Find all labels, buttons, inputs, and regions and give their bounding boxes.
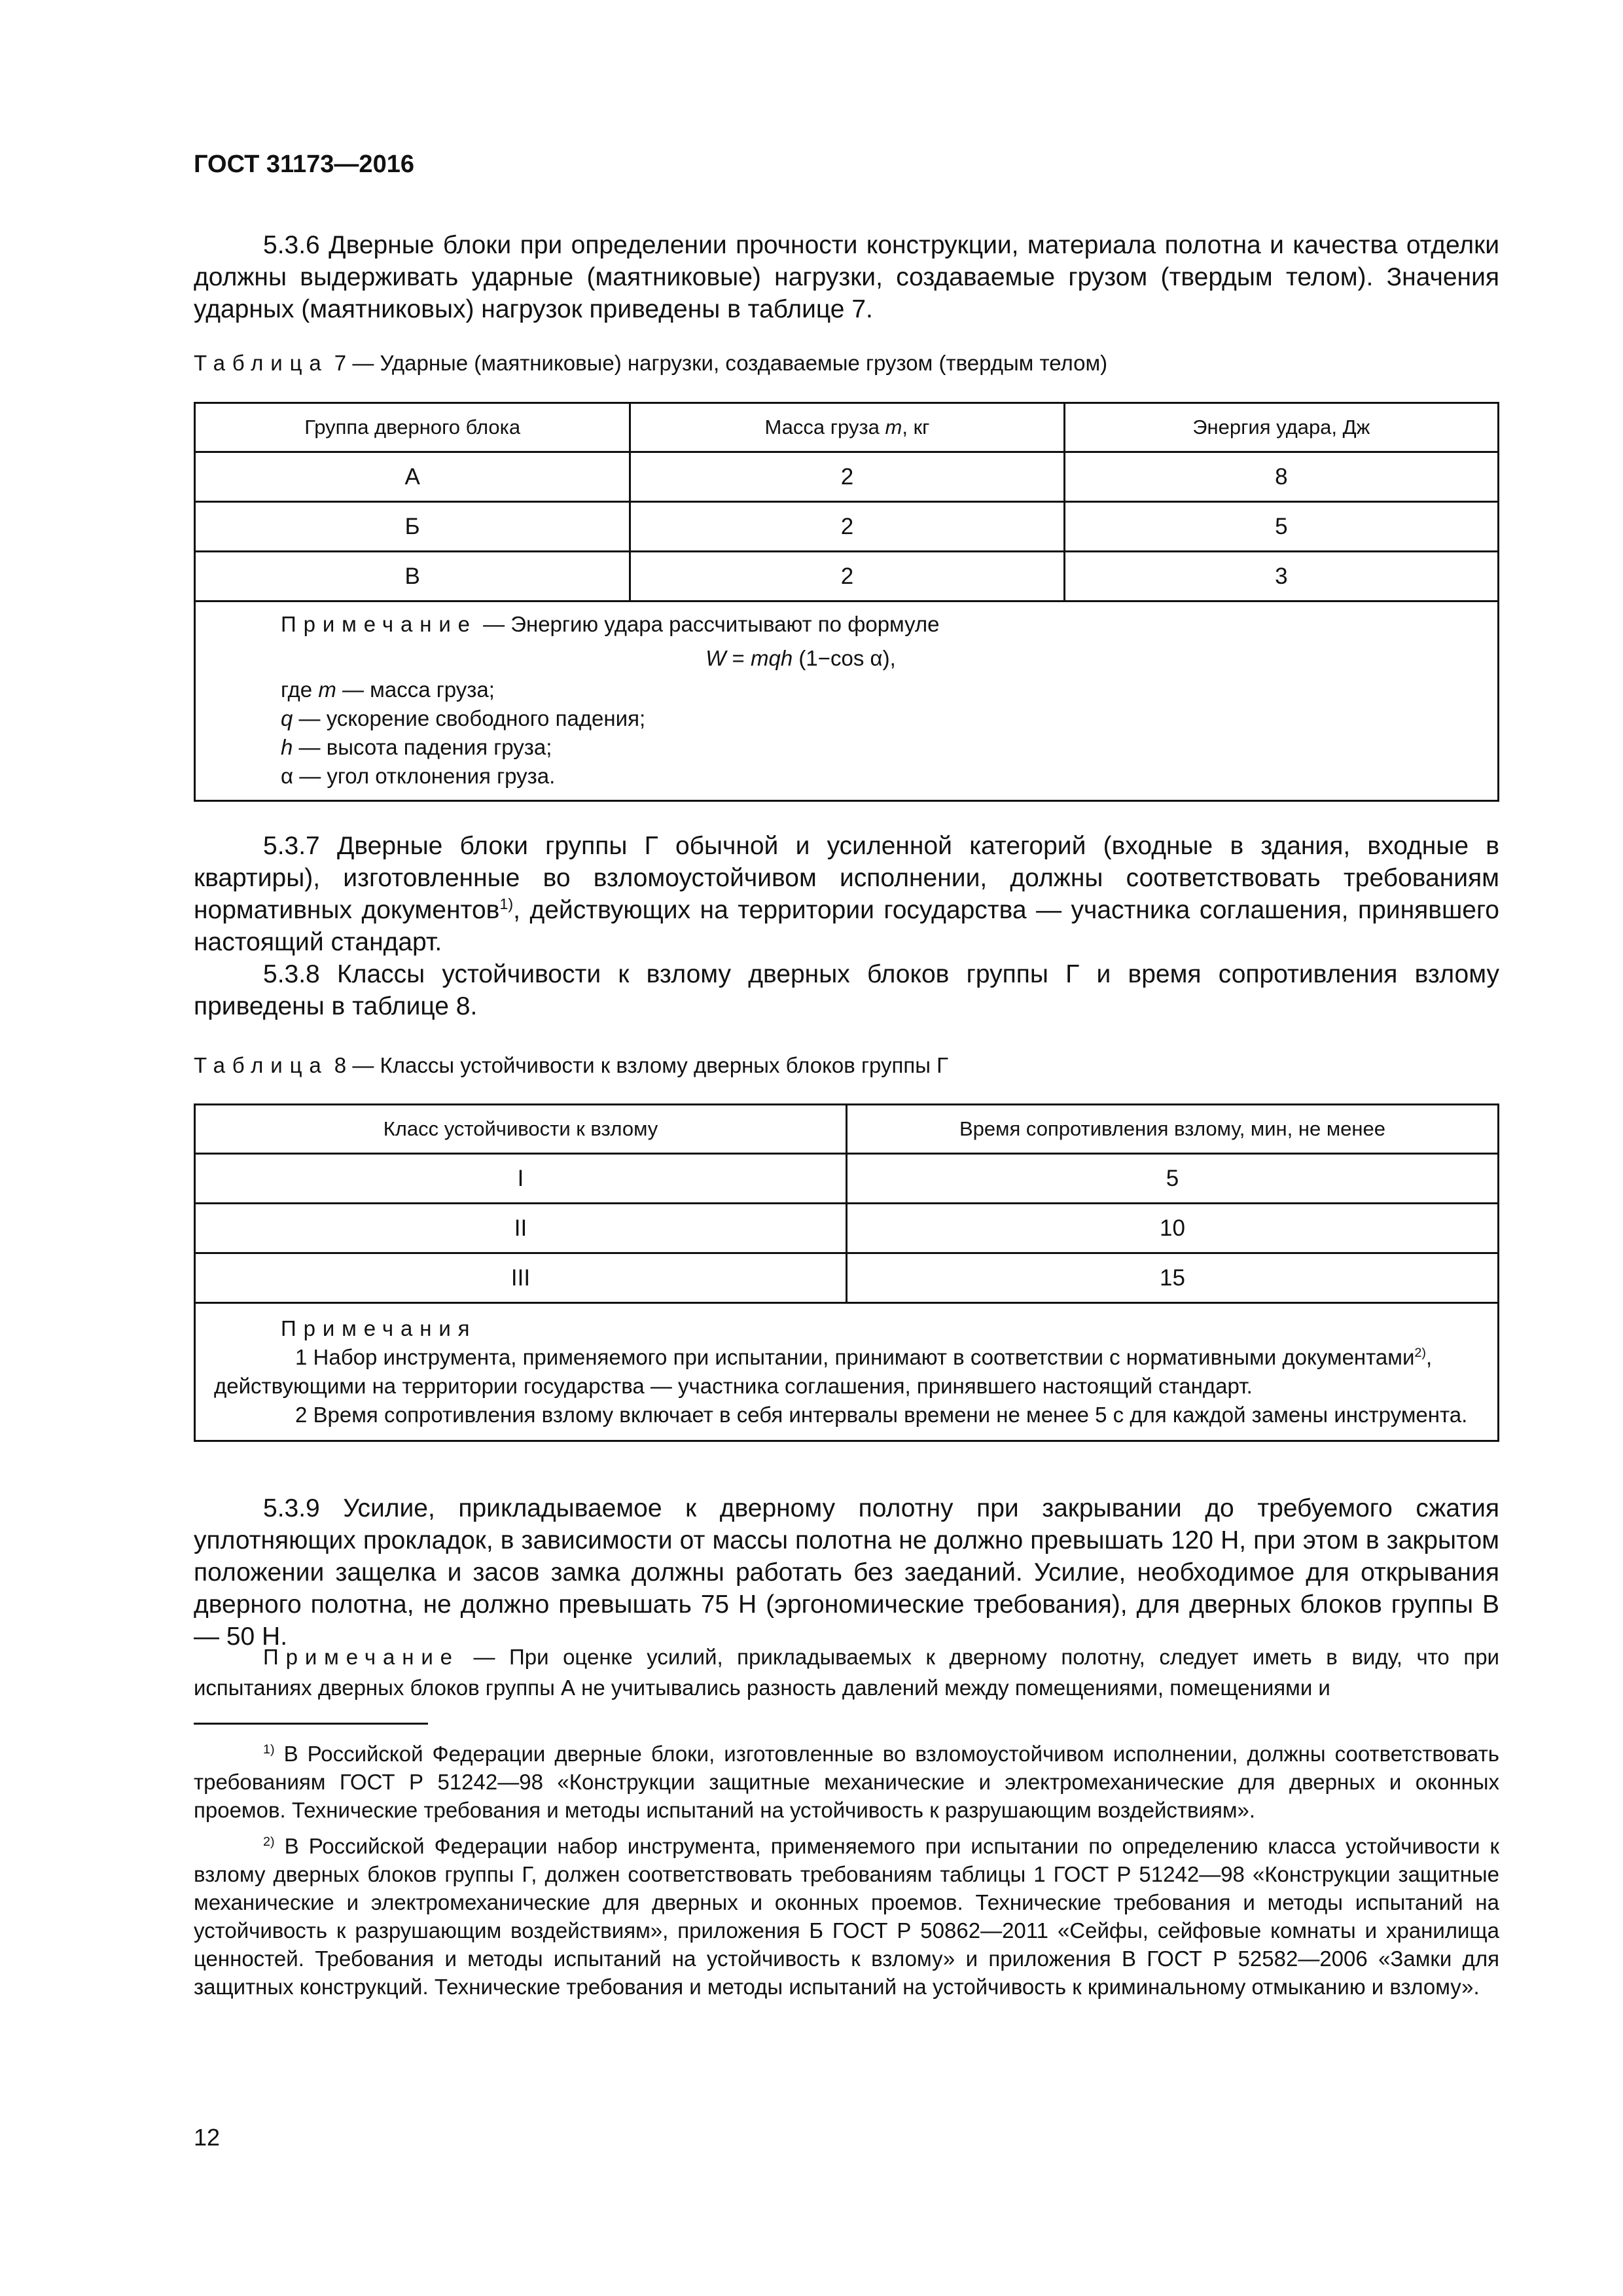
clause-5-3-6-text: 5.3.6 Дверные блоки при определении прочности конструкции, материала полотна и качества отделки должны выдерживать ударные (маятниковые) нагрузки, создаваемые грузом (твердым телом). Значения ударных (маятниковых) нагрузок приведены в таблице 7.: [194, 231, 1499, 323]
clause-5-3-6: [194, 229, 1499, 325]
table-8-cell-time: 5: [847, 1154, 1499, 1204]
formula-eq: =: [726, 646, 751, 670]
legend-text: — масса груза;: [336, 677, 495, 702]
table-8: [194, 1103, 1499, 1442]
footnote-mark: 2): [263, 1835, 275, 1849]
table-7-cell-mass: 2: [630, 552, 1064, 601]
footnote-text: В Российской Федерации набор инструмента, применяемого при испытании по определению класса устойчивости к взлому дверных блоков группы Г, должен соответствовать требованиям таблицы 1 ГОСТ Р 51242—98 «Конструкции защитные механические и электромеханические для дверных и оконных проемов. Технические требования и методы испытаний на устойчивость к разрушающим воздействиям», приложения Б ГОСТ Р 50862—2011 «Сейфы, сейфовые комнаты и хранилища ценностей. Требования и методы испытаний на устойчивость к взлому» и приложения В ГОСТ Р 52582—2006 «Замки для защитных конструкций. Технические требования и методы испытаний на устойчивость к криминальному отмыканию и взлому».: [194, 1834, 1499, 1999]
note-text: — Энергию удара рассчитывают по формуле: [476, 612, 940, 636]
table-row: [195, 452, 1499, 502]
clause-5-3-7-part-a: 5.3.7 Дверные блоки группы Г обычной и усиленной категорий (входные в здания, входные в квартиры), изготовленные во взломоустойчивом исполнении, должны соответствовать требованиям нормативных документов: [194, 832, 1499, 924]
table-7-cell-mass: 2: [630, 452, 1064, 502]
clause-5-3-9-note-text: [194, 1641, 1499, 1703]
table-8-cell-time: 10: [847, 1204, 1499, 1253]
table-row: [195, 1154, 1499, 1204]
table-8-caption: [194, 1052, 1499, 1079]
table-7-header-row: [195, 403, 1499, 452]
table-8-cell-class: III: [195, 1253, 847, 1303]
table-7-note: [195, 601, 1499, 801]
table-7-cell-group: А: [195, 452, 630, 502]
table-row: [195, 1204, 1499, 1253]
clause-5-3-9-text: 5.3.9 Усилие, прикладываемое к дверному полотну при закрывании до требуемого сжатия уплотняющих прокладок, в зависимости от массы полотна не должно превышать 120 Н, при этом в закрытом положении защелка и засов замка должны работать без заеданий. Усилие, необходимое для открывания дверного полотна, не должно превышать 75 Н (эргономические требования), для дверных блоков группы В — 50 Н.: [194, 1494, 1499, 1651]
footnote-2: [194, 1832, 1499, 2001]
footnote-1: [194, 1740, 1499, 1824]
table-8-header-row: [195, 1105, 1499, 1154]
table-7-cell-group: Б: [195, 502, 630, 552]
table-8-caption-prefix: Таблица: [194, 1053, 329, 1077]
table-7-caption-prefix: Таблица: [194, 351, 329, 375]
formula-legend-item: [281, 675, 1484, 704]
footnote-ref-2: 2): [1414, 1346, 1426, 1360]
table-7-caption-text: 7 — Ударные (маятниковые) нагрузки, создаваемые грузом (твердым телом): [334, 351, 1108, 375]
document-header: ГОСТ 31173—2016: [194, 151, 414, 178]
page-number: 12: [194, 2124, 221, 2151]
formula-mqh: mqh: [751, 646, 793, 670]
notes-label: Примечания: [281, 1316, 477, 1340]
note-text: — При оценке усилий, прикладываемых к дверному полотну, следует иметь в виду, что при испытаниях дверных блоков группы А не учитывались разность давлений между помещениями, помещениями и: [194, 1645, 1499, 1700]
footnote-text: В Российской Федерации дверные блоки, изготовленные во взломоустойчивом исполнении, должны соответствовать требованиям ГОСТ Р 51242—98 «Конструкции защитные механические и электромеханические для дверных и оконных проемов. Технические требования и методы испытаний на устойчивость к разрушающим воздействиям».: [194, 1742, 1499, 1822]
table-row: [195, 502, 1499, 552]
header-mass-var: m: [885, 416, 902, 439]
table-7-note-intro: [281, 610, 1484, 639]
legend-text: — угол отклонения груза.: [293, 764, 556, 788]
clause-5-3-9-note: [194, 1641, 1499, 1703]
legend-var: m: [318, 677, 336, 702]
note-label: Примечание: [263, 1645, 459, 1669]
table-7-cell-group: В: [195, 552, 630, 601]
table-7-cell-energy: 5: [1064, 502, 1498, 552]
formula-legend-item: [281, 704, 1484, 733]
formula-legend-item: [281, 762, 1484, 791]
formula-legend-item: [281, 733, 1484, 762]
table-7-header-energy: Энергия удара, Дж: [1064, 403, 1498, 452]
legend-text: — ускорение свободного падения;: [293, 706, 646, 730]
formula-rest: (1−cos α),: [793, 646, 896, 670]
table-row: [195, 1253, 1499, 1303]
clause-5-3-9: [194, 1492, 1499, 1653]
table-7: [194, 402, 1499, 802]
legend-var: h: [281, 735, 293, 759]
note-1-part-b: , действующими на территории государства — участника соглашения, принявшего настоящий стандарт.: [214, 1345, 1433, 1398]
table-8-note-row: [195, 1303, 1499, 1441]
table-7-caption: [194, 350, 1499, 376]
note-label: Примечание: [281, 612, 477, 636]
table-8-notes: [195, 1303, 1499, 1441]
table-8-note-2: 2 Время сопротивления взлому включает в себя интервалы времени не менее 5 с для каждой замены инструмента.: [295, 1403, 1468, 1427]
clause-5-3-8-text: 5.3.8 Классы устойчивости к взлому дверных блоков группы Г и время сопротивления взлому приведены в таблице 8.: [194, 960, 1499, 1020]
table-8-cell-class: I: [195, 1154, 847, 1204]
legend-text: — высота падения груза;: [293, 735, 552, 759]
legend-var: α: [281, 764, 294, 788]
table-7-cell-energy: 8: [1064, 452, 1498, 502]
table-8-cell-class: II: [195, 1204, 847, 1253]
clause-5-3-7: [194, 830, 1499, 1022]
table-7-note-row: [195, 601, 1499, 801]
table-7-header-mass: [630, 403, 1064, 452]
formula-lhs: W: [705, 646, 726, 670]
footnote-separator: [194, 1723, 428, 1725]
legend-var: q: [281, 706, 293, 730]
note-1-part-a: 1 Набор инструмента, применяемого при испытании, принимают в соответствии с нормативными документами: [295, 1345, 1415, 1369]
header-mass-prefix: Масса груза: [764, 416, 885, 439]
table-7-header-group: Группа дверного блока: [195, 403, 630, 452]
clause-5-3-7-text: [194, 830, 1499, 958]
table-7-cell-mass: 2: [630, 502, 1064, 552]
table-row: [195, 552, 1499, 601]
footnote-mark: 1): [263, 1742, 275, 1757]
table-8-caption-text: 8 — Классы устойчивости к взлому дверных блоков группы Г: [334, 1053, 948, 1077]
footnotes: [194, 1740, 1499, 2001]
table-8-header-time: Время сопротивления взлому, мин, не менее: [847, 1105, 1499, 1154]
footnote-ref-1: 1): [499, 895, 514, 912]
table-7-cell-energy: 3: [1064, 552, 1498, 601]
header-mass-suffix: , кг: [902, 416, 930, 439]
table-8-cell-time: 15: [847, 1253, 1499, 1303]
energy-formula: [281, 644, 1484, 673]
clause-5-3-7-part-b: , действующих на территории государства — участника соглашения, принявшего настоящий стандарт.: [194, 896, 1499, 956]
table-8-header-class: Класс устойчивости к взлому: [195, 1105, 847, 1154]
table-8-note-1: [214, 1343, 1479, 1401]
legend-prefix: где: [281, 677, 319, 702]
